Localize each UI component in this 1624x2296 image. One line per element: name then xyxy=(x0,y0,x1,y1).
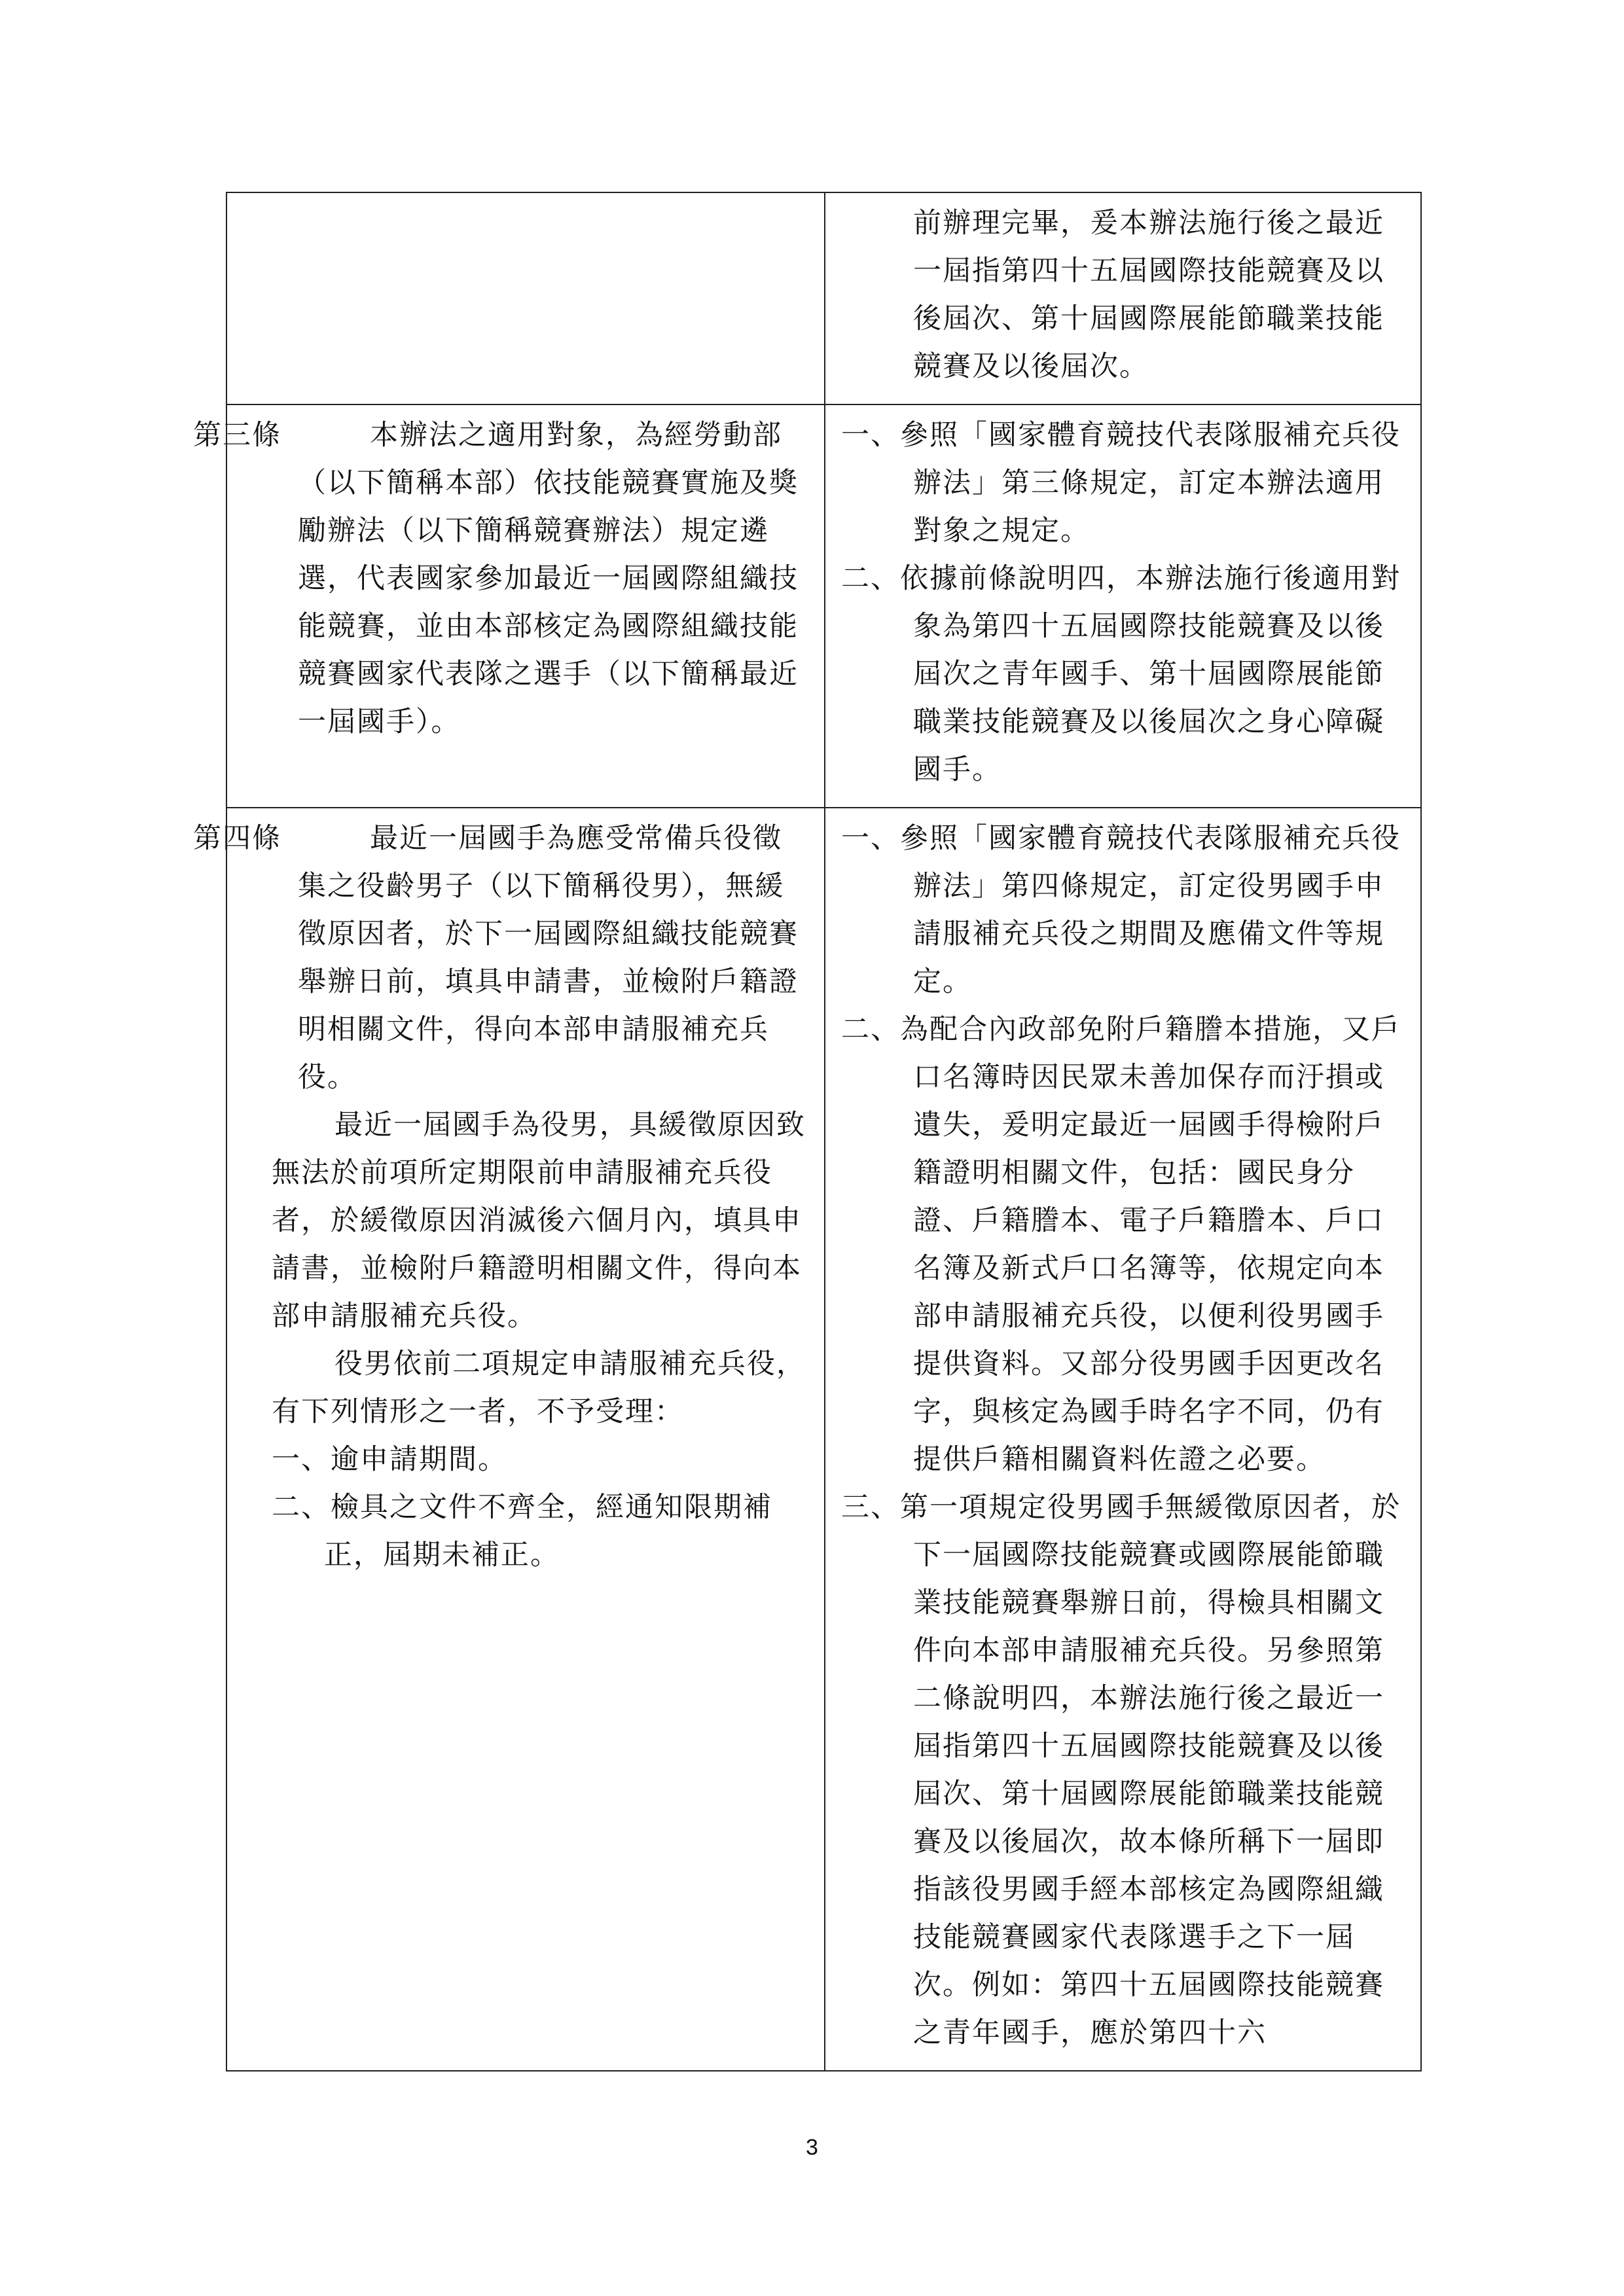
provision-cell xyxy=(226,192,825,404)
table-row xyxy=(226,404,1421,808)
provision-text xyxy=(193,405,824,759)
article-body: 本辦法之適用對象，為經勞動部（以下簡稱本部）依技能競賽實施及獎勵辦法（以下簡稱競賽辦法）規定遴選，代表國家參加最近一屆國際組織技能競賽，並由本部核定為國際組織技能競賽國家代表隊之選手（以下簡稱最近一屆國手）。 xyxy=(298,419,799,738)
article-paragraph: 役男依前二項規定申請服補充兵役，有下列情形之一者，不予受理： xyxy=(272,1348,806,1428)
table-row xyxy=(226,192,1421,404)
explanation-item: 二、依據前條說明四，本辦法施行後適用對象為第四十五屆國際技能競賽及以後屆次之青年國手、第十屆國際展能節職業技能競賽及以後屆次之身心障礙國手。 xyxy=(841,562,1401,786)
article-heading: 第三條 xyxy=(193,419,281,452)
explanation-text xyxy=(825,808,1420,2070)
article-paragraph: 最近一屆國手為役男，具緩徵原因致無法於前項所定期限前申請服補充兵役者，於緩徵原因消滅後六個月內，填具申請書，並檢附戶籍證明相關文件，得向本部申請服補充兵役。 xyxy=(272,1109,806,1333)
provision-cell xyxy=(193,404,825,808)
article-subitem: 二、檢具之文件不齊全，經通知限期補正，屆期未補正。 xyxy=(272,1491,772,1571)
article-4 xyxy=(193,815,806,1102)
article-heading: 第四條 xyxy=(193,822,281,855)
provision-cell xyxy=(193,808,825,2071)
explanation-item: 一、參照「國家體育競技代表隊服補充兵役辦法」第四條規定，訂定役男國手申請服補充兵役之期間及應備文件等規定。 xyxy=(841,822,1401,998)
article-subitem: 一、逾申請期間。 xyxy=(272,1443,507,1476)
explanation-item: 三、第一項規定役男國手無緩徵原因者，於下一屆國際技能競賽或國際展能節職業技能競賽舉辦日前，得檢具相關文件向本部申請服補充兵役。另參照第二條說明四，本辦法施行後之最近一屆指第四十五屆國際技能競賽及以後屆次、第十屆國際展能節職業技能競賽及以後屆次，故本條所稱下一屆即指該役男國手經本部核定為國際組織技能競賽國家代表隊選手之下一屆次。例如：第四十五屆國際技能競賽之青年國手，應於第四十六 xyxy=(841,1491,1401,2049)
explanation-continuation: 前辦理完畢，爰本辦法施行後之最近一屆指第四十五屆國際技能競賽及以後屆次、第十屆國際展能節職業技能競賽及以後屆次。 xyxy=(913,207,1384,383)
article-body: 最近一屆國手為應受常備兵役徵集之役齡男子（以下簡稱役男），無緩徵原因者，於下一屆國際組織技能競賽舉辦日前，填具申請書，並檢附戶籍證明相關文件，得向本部申請服補充兵役。 xyxy=(298,822,799,1094)
provision-text xyxy=(227,193,824,213)
explanation-cell xyxy=(825,808,1421,2071)
provision-text xyxy=(193,808,824,1592)
article-3 xyxy=(193,412,806,746)
explanation-text xyxy=(825,193,1420,404)
explanation-text xyxy=(825,405,1420,807)
table-row xyxy=(226,808,1421,2071)
explanation-item: 二、為配合內政部免附戶籍謄本措施，又戶口名簿時因民眾未善加保存而汙損或遺失，爰明定最近一屆國手得檢附戶籍證明相關文件，包括：國民身分證、戶籍謄本、電子戶籍謄本、戶口名簿及新式戶口名簿等，依規定向本部申請服補充兵役，以便利役男國手提供資料。又部分役男國手因更改名字，與核定為國手時名字不同，仍有提供戶籍相關資料佐證之必要。 xyxy=(841,1013,1401,1476)
page-number: 3 xyxy=(806,2135,818,2160)
explanation-cell xyxy=(825,404,1421,808)
explanation-cell xyxy=(825,192,1421,404)
comparison-table xyxy=(193,192,1422,2072)
explanation-item: 一、參照「國家體育競技代表隊服補充兵役辦法」第三條規定，訂定本辦法適用對象之規定。 xyxy=(841,419,1401,547)
